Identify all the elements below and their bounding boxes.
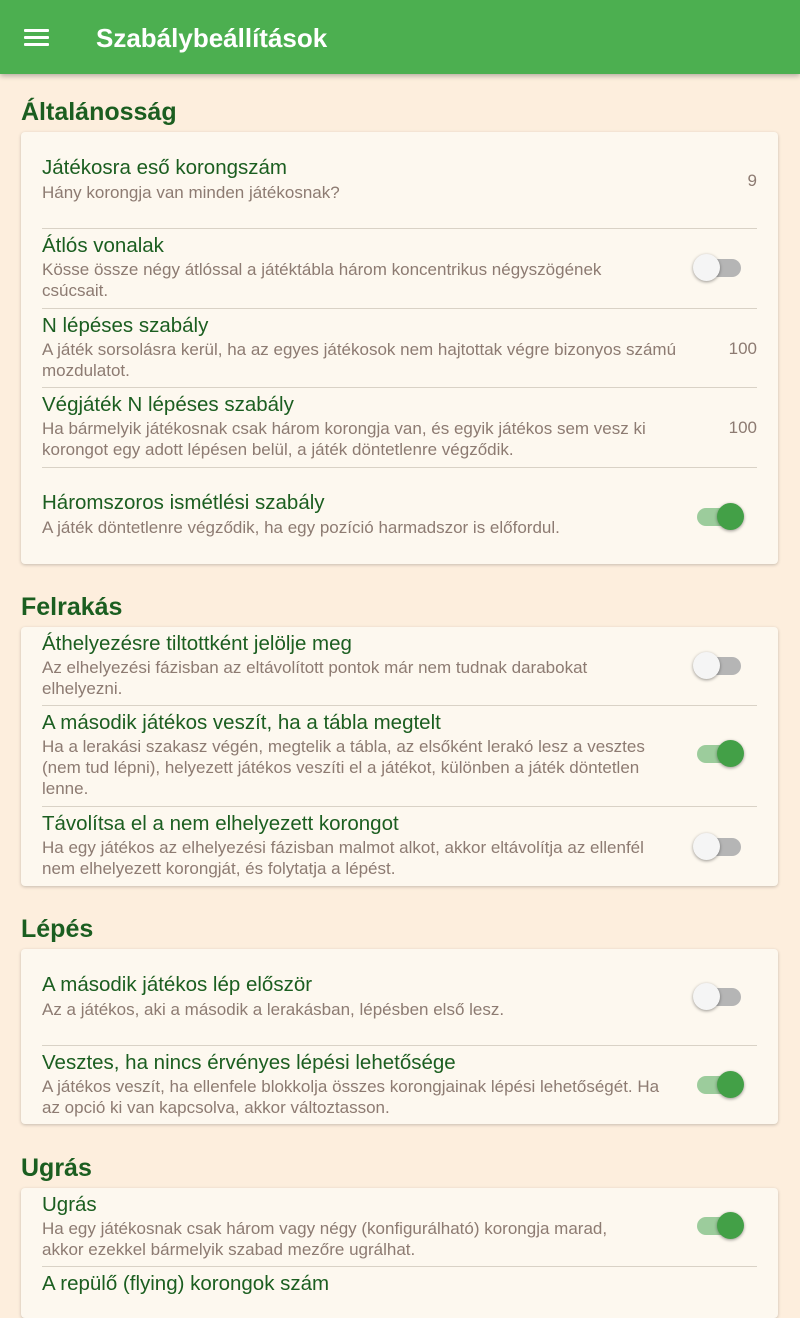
setting-title: Távolítsa el a nem elhelyezett korongot [42, 812, 399, 835]
section-title-general: Általánosság [21, 98, 177, 126]
setting-endgame-n-move-rule[interactable] [21, 388, 778, 468]
setting-value: 9 [747, 171, 757, 190]
section-title-flying: Ugrás [21, 1154, 92, 1182]
setting-value: 100 [728, 418, 757, 437]
menu-icon[interactable] [20, 22, 54, 52]
setting-title: Játékosra eső korongszám [42, 156, 287, 179]
setting-title: N lépéses szabály [42, 314, 209, 337]
setting-subtitle: A játék döntetlenre végződik, ha egy pozíció harmadszor is előfordul. [42, 518, 560, 537]
setting-remove-unplaced-piece[interactable] [21, 807, 778, 886]
setting-title: Áthelyezésre tiltottként jelölje meg [42, 632, 352, 655]
setting-subtitle: A játék sorsolásra kerül, ha az egyes játékosok nem hajtottak végre bizonyos számú mozdulatot. [42, 340, 677, 380]
setting-n-move-rule[interactable] [21, 309, 778, 388]
toggle-switch[interactable] [693, 502, 745, 532]
setting-title: A második játékos lép először [42, 973, 313, 996]
setting-value: 100 [728, 339, 757, 358]
section-title-moving: Lépés [21, 915, 94, 943]
setting-second-player-loses-full-board[interactable] [21, 706, 778, 807]
settings-card-moving [21, 949, 778, 1124]
settings-card-general [21, 132, 778, 564]
setting-title: Végjáték N lépéses szabály [42, 393, 294, 416]
setting-title: A második játékos veszít, ha a tábla megtelt [42, 711, 441, 734]
section-title-placing: Felrakás [21, 593, 123, 621]
setting-subtitle: Hány korongja van minden játékosnak? [42, 183, 340, 202]
setting-title: Ugrás [42, 1193, 97, 1216]
setting-subtitle: A játékos veszít, ha ellenfele blokkolja összes korongjainak lépési lehetőségét. Ha az opció ki van kapcsolva, akkor változtasson. [42, 1077, 660, 1117]
settings-card-flying [21, 1188, 778, 1318]
setting-title: A repülő (flying) korongok szám [42, 1272, 330, 1295]
toggle-switch[interactable] [693, 1070, 745, 1100]
toggle-switch[interactable] [693, 739, 745, 769]
setting-title: Átlós vonalak [42, 234, 164, 257]
toggle-switch[interactable] [693, 1211, 745, 1241]
setting-second-player-moves-first[interactable] [21, 949, 778, 1046]
setting-pieces-per-player[interactable] [21, 132, 778, 229]
setting-subtitle: Ha egy játékos az elhelyezési fázisban malmot alkot, akkor eltávolítja az ellenfél nem elhelyezett korongját, és folytatja a lépést. [42, 838, 644, 878]
setting-subtitle: Kösse össze négy átlóssal a játéktábla három koncentrikus négyszögének csúcsait. [42, 260, 602, 300]
setting-diagonal-lines[interactable] [21, 229, 778, 309]
page-title: Szabálybeállítások [96, 23, 328, 53]
setting-mark-removed-points[interactable] [21, 627, 778, 706]
setting-lose-if-no-legal-move[interactable] [21, 1046, 778, 1124]
setting-threefold-repetition[interactable] [21, 468, 778, 564]
setting-subtitle: Ha bármelyik játékosnak csak három korongja van, és egyik játékos sem vesz ki korongot egy adott lépésen belül, a játék döntetlenre végződik. [42, 419, 646, 459]
setting-title: Háromszoros ismétlési szabály [42, 491, 325, 514]
toggle-switch[interactable] [693, 253, 745, 283]
toggle-switch[interactable] [693, 651, 745, 681]
setting-subtitle: Az a játékos, aki a második a lerakásban, lépésben első lesz. [42, 1000, 505, 1019]
app-bar [0, 0, 800, 74]
toggle-switch[interactable] [693, 832, 745, 862]
setting-subtitle: Ha egy játékosnak csak három vagy négy (konfigurálható) korongja marad, akkor ezekkel bármelyik szabad mezőre ugrálhat. [42, 1219, 608, 1259]
setting-subtitle: Ha a lerakási szakasz végén, megtelik a tábla, az elsőként lerakó lesz a vesztes (nem tud lépni), helyezett játékos veszíti el a játékot, különben a játék döntetlen lenne. [42, 737, 645, 798]
setting-flying-piece-count[interactable] [21, 1267, 778, 1318]
toggle-switch[interactable] [693, 982, 745, 1012]
setting-title: Vesztes, ha nincs érvényes lépési lehetősége [42, 1051, 456, 1074]
setting-may-fly[interactable] [21, 1188, 778, 1267]
setting-subtitle: Az elhelyezési fázisban az eltávolított pontok már nem tudnak darabokat elhelyezni. [42, 658, 588, 698]
settings-card-placing [21, 627, 778, 886]
